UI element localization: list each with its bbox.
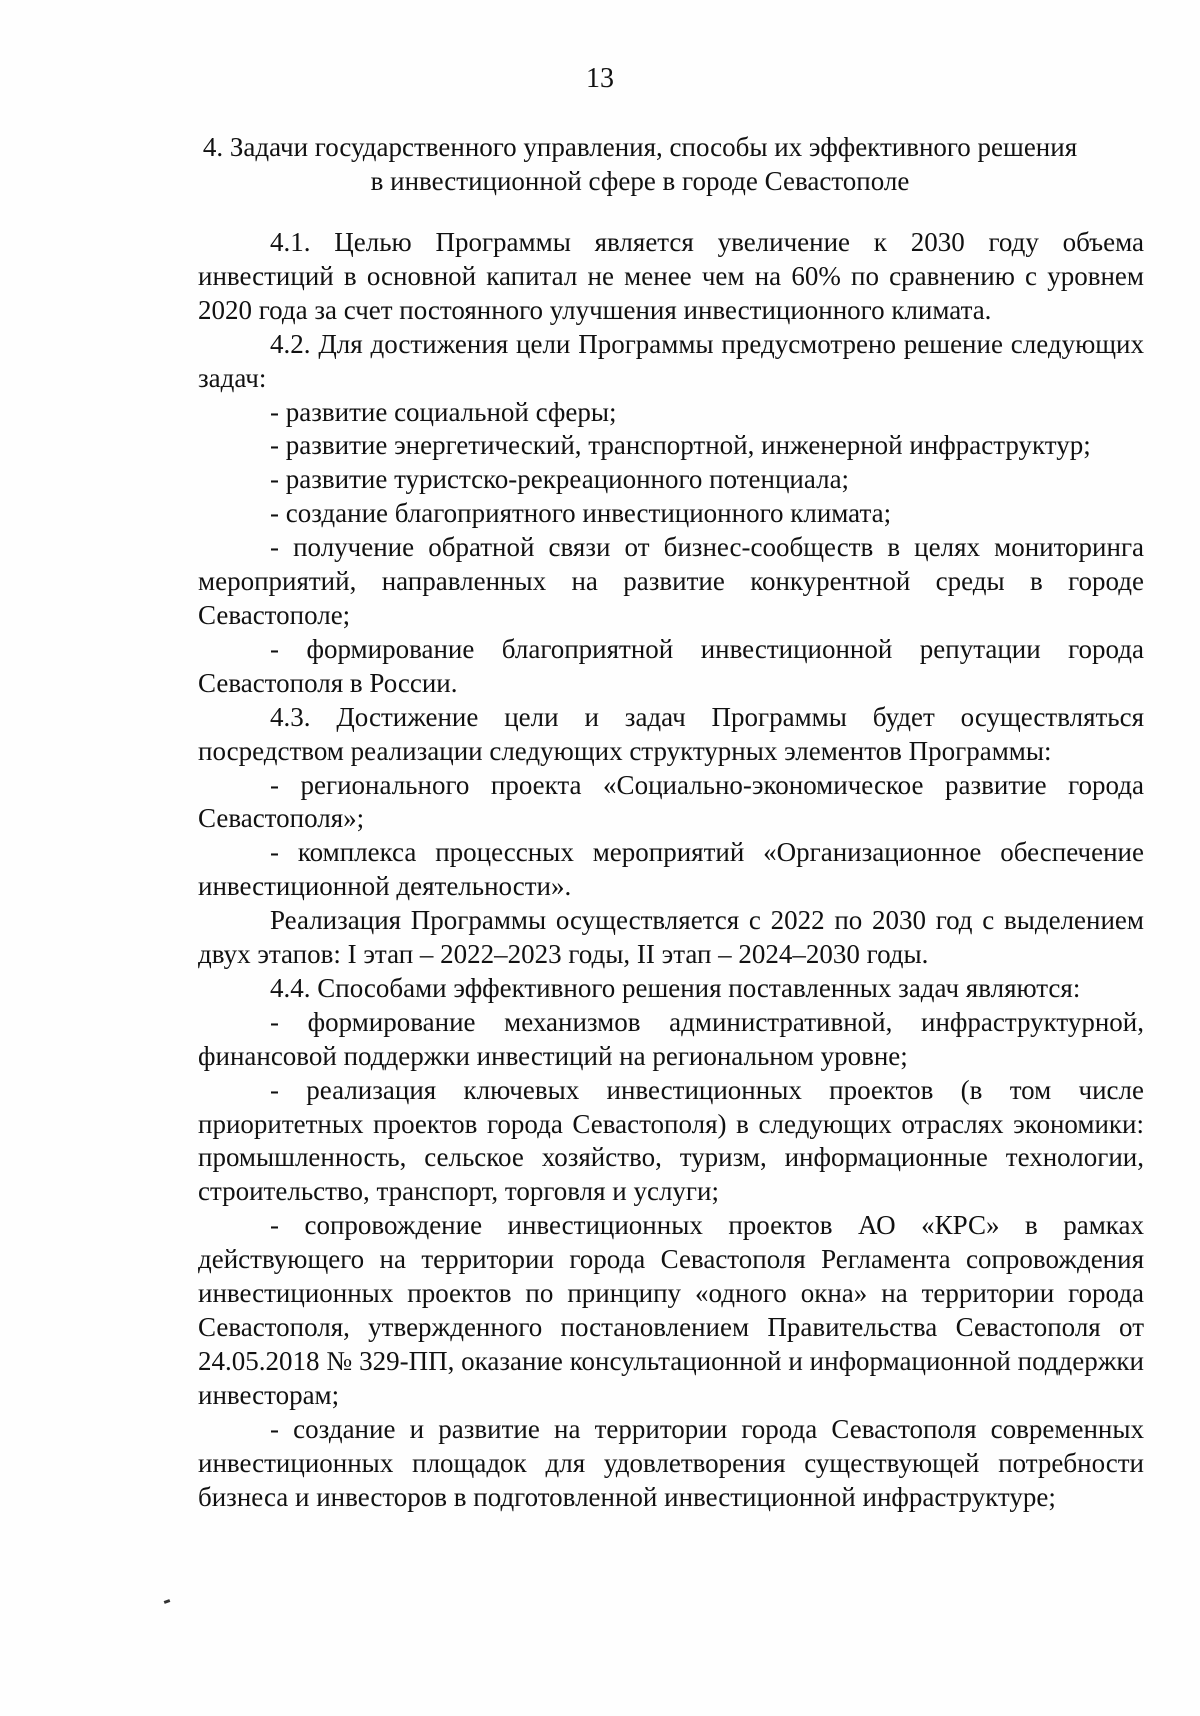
scan-speck xyxy=(164,1599,171,1604)
list-item: - формирование благоприятной инвестиционной репутации города Севастополя в России. xyxy=(198,633,1144,698)
list-item: - развитие социальной сферы; xyxy=(270,396,617,427)
list-item: - развитие туристско-рекреационного потенциала; xyxy=(270,464,850,495)
body-text xyxy=(198,226,1144,1514)
paragraph-4-2: 4.2. Для достижения цели Программы предусмотрено решение следующих задач: xyxy=(198,328,1144,393)
list-item: - создание благоприятного инвестиционного климата; xyxy=(270,498,892,529)
list-item: - создание и развитие на территории города Севастополя современных инвестиционных площадок для удовлетворения существующей потребности бизнеса и инвесторов в подготовленной инвестиционной инфраструктуре; xyxy=(198,1413,1144,1512)
list-item: - комплекса процессных мероприятий «Организационное обеспечение инвестиционной деятельности». xyxy=(198,837,1144,902)
paragraph-4-3: 4.3. Достижение цели и задач Программы будет осуществляться посредством реализации следующих структурных элементов Программы: xyxy=(198,701,1144,766)
section-heading-line-2: в инвестиционной сфере в городе Севастополе xyxy=(370,166,910,196)
list-item: - сопровождение инвестиционных проектов АО «КРС» в рамках действующего на территории города Севастополя Регламента сопровождения инвестиционных проектов по принципу «одного окна» на территории города Севастополя, утвержденного постановлением Правительства Севастополя от 24.05.2018 № 329-ПП, оказание консультационной и информационной поддержки инвесторам; xyxy=(198,1210,1144,1410)
list-item: - развитие энергетический, транспортной, инженерной инфраструктур; xyxy=(270,430,1091,461)
paragraph-implementation: Реализация Программы осуществляется с 2022 по 2030 год с выделением двух этапов: I этап – 2022–2023 годы, II этап – 2024–2030 годы. xyxy=(198,905,1144,970)
list-item: - реализация ключевых инвестиционных проектов (в том числе приоритетных проектов города Севастополя) в следующих отраслях экономики: промышленность, сельское хозяйство, туризм, информационные технологии, строительство, транспорт, торговля и услуги; xyxy=(198,1074,1144,1207)
list-item: - регионального проекта «Социально-экономическое развитие города Севастополя»; xyxy=(198,769,1144,834)
section-heading-line-1: 4. Задачи государственного управления, способы их эффективного решения xyxy=(202,132,1078,162)
page-number: 13 xyxy=(586,63,614,94)
list-item: - формирование механизмов административной, инфраструктурной, финансовой поддержки инвестиций на региональном уровне; xyxy=(198,1006,1144,1071)
paragraph-4-1: 4.1. Целью Программы является увеличение к 2030 году объема инвестиций в основной капитал не менее чем на 60% по сравнению с уровнем 2020 года за счет постоянного улучшения инвестиционного климата. xyxy=(198,227,1144,325)
paragraph-4-4: 4.4. Способами эффективного решения поставленных задач являются: xyxy=(270,972,1081,1003)
list-item: - получение обратной связи от бизнес-сообществ в целях мониторинга мероприятий, направленных на развитие конкурентной среды в городе Севастополе; xyxy=(198,532,1144,630)
section-heading xyxy=(190,130,1090,198)
